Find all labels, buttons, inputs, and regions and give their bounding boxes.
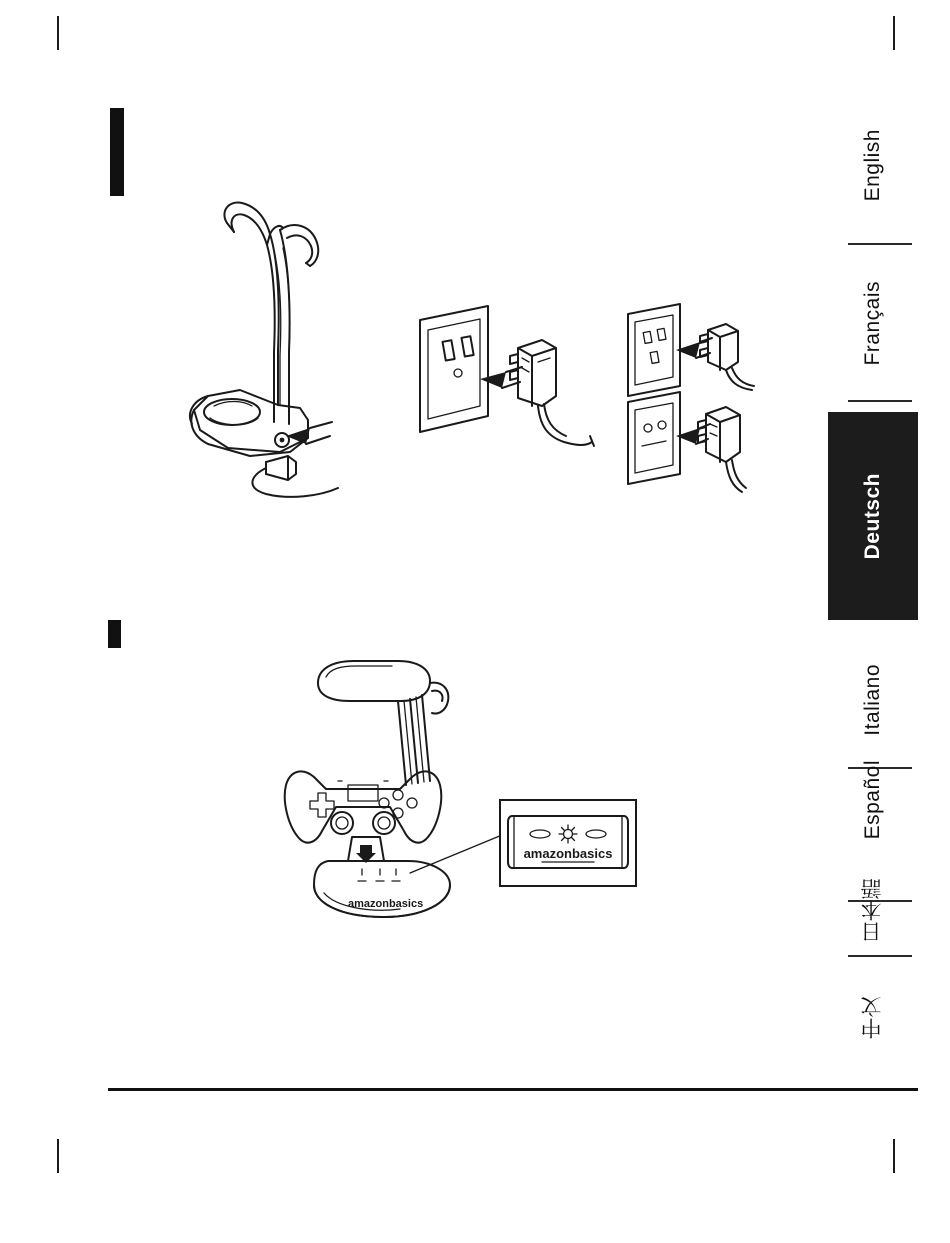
callout-brand-label: amazonbasics [523, 846, 613, 861]
figure-outlet-type-a [414, 300, 604, 470]
language-tab-label: 中文 [861, 995, 884, 1039]
crop-mark-top-left [57, 16, 59, 50]
crop-mark-bottom-right [893, 1139, 895, 1173]
crop-mark-top-right [893, 16, 895, 50]
footer-rule [108, 1088, 918, 1091]
base-brand-label: amazonbasics [348, 898, 424, 910]
figure-outlet-type-g [622, 300, 762, 400]
step-1-marker [110, 108, 124, 196]
crop-mark-bottom-left [57, 1139, 59, 1173]
language-tab-label: 日本語 [861, 877, 884, 943]
language-tab-divider [848, 243, 912, 245]
figure-controller-dock [280, 655, 520, 955]
figure-outlet-type-c [622, 388, 762, 498]
language-tab-deutsch[interactable] [828, 412, 918, 620]
language-tab-rail [828, 100, 918, 1080]
language-tab-divider [848, 400, 912, 402]
language-tab-francais[interactable] [828, 258, 918, 388]
language-tab-label: Français [861, 280, 884, 366]
language-tab-chinese[interactable] [828, 962, 918, 1072]
language-tab-english[interactable] [828, 100, 918, 230]
figure-led-indicator-callout [498, 798, 638, 888]
language-tab-divider [848, 955, 912, 957]
language-tab-label: Deutsch [861, 472, 884, 560]
language-tab-label: Español [861, 760, 884, 840]
language-tab-label: Italiano [861, 664, 884, 736]
figure-charging-stand [170, 190, 400, 520]
language-tab-label: English [861, 128, 884, 202]
step-2-marker [108, 620, 121, 648]
